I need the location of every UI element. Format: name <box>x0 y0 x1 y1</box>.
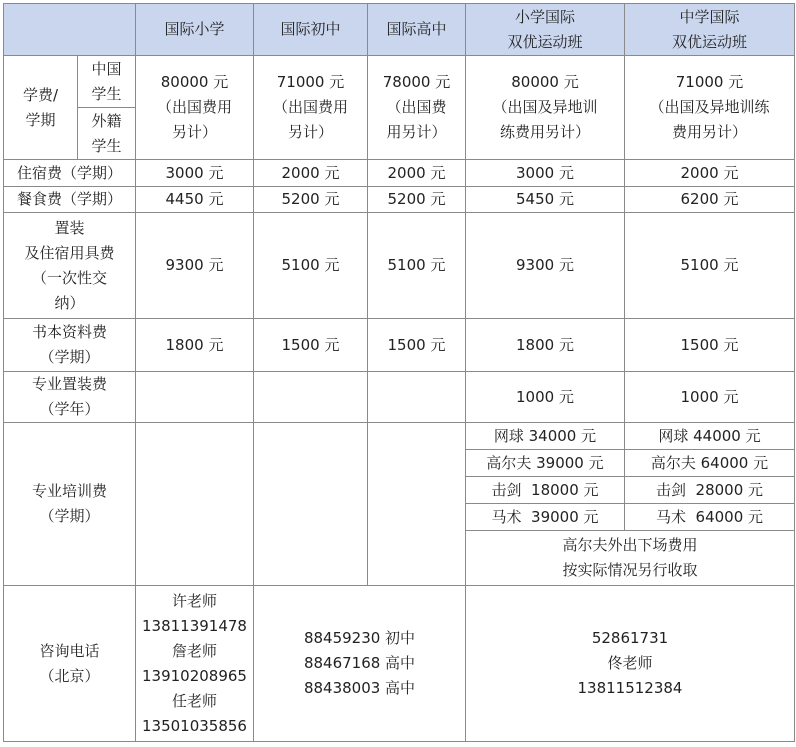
uniform-label: 置装 及住宿用具费 （一次性交 纳） <box>4 213 136 319</box>
header-primary-sport-class: 小学国际 双优运动班 <box>466 4 625 56</box>
pro-uniform-value: 1000 元 <box>625 372 795 423</box>
tuition-sport-primary: 80000 元 （出国及异地训 练费用另计） <box>466 56 625 160</box>
tuition-primary: 80000 元 （出国费用 另计） <box>136 56 254 160</box>
uniform-value: 9300 元 <box>466 213 625 319</box>
boarding-value: 2000 元 <box>368 160 466 187</box>
uniform-value: 9300 元 <box>136 213 254 319</box>
contact-middle-high: 88459230 初中 88467168 高中 88438003 高中 <box>254 586 466 742</box>
uniform-value: 5100 元 <box>368 213 466 319</box>
training-item-middle: 击剑 28000 元 <box>625 477 795 504</box>
books-value: 1800 元 <box>136 319 254 372</box>
pro-uniform-empty <box>136 372 254 423</box>
uniform-row <box>4 213 795 319</box>
meals-value: 4450 元 <box>136 187 254 213</box>
boarding-row <box>4 160 795 187</box>
header-corner <box>4 4 136 56</box>
uniform-value: 5100 元 <box>254 213 368 319</box>
books-value: 1800 元 <box>466 319 625 372</box>
training-empty <box>254 423 368 586</box>
training-item-primary: 马术 39000 元 <box>466 504 625 531</box>
pro-uniform-label: 专业置装费 （学年） <box>4 372 136 423</box>
training-item-primary: 击剑 18000 元 <box>466 477 625 504</box>
header-international-junior: 国际初中 <box>254 4 368 56</box>
books-value: 1500 元 <box>254 319 368 372</box>
header-international-primary: 国际小学 <box>136 4 254 56</box>
books-value: 1500 元 <box>625 319 795 372</box>
pro-uniform-row <box>4 372 795 423</box>
header-international-senior: 国际高中 <box>368 4 466 56</box>
boarding-value: 2000 元 <box>625 160 795 187</box>
golf-note: 高尔夫外出下场费用 按实际情况另行收取 <box>466 531 795 586</box>
pro-uniform-empty <box>254 372 368 423</box>
training-item-primary: 高尔夫 39000 元 <box>466 450 625 477</box>
header-row <box>4 4 795 56</box>
contact-primary: 许老师 13811391478 詹老师 13910208965 任老师 13501035856 <box>136 586 254 742</box>
books-label: 书本资料费 （学期） <box>4 319 136 372</box>
chinese-student-label: 中国 学生 <box>78 56 136 108</box>
meals-label: 餐食费（学期） <box>4 187 136 213</box>
uniform-value: 5100 元 <box>625 213 795 319</box>
contact-label: 咨询电话 （北京） <box>4 586 136 742</box>
books-value: 1500 元 <box>368 319 466 372</box>
meals-value: 6200 元 <box>625 187 795 213</box>
tuition-label: 学费/ 学期 <box>4 56 78 160</box>
tuition-senior: 78000 元 （出国费 用另计） <box>368 56 466 160</box>
meals-row <box>4 187 795 213</box>
training-item-middle: 马术 64000 元 <box>625 504 795 531</box>
foreign-student-label: 外籍 学生 <box>78 108 136 160</box>
tuition-sport-middle: 71000 元 （出国及异地训练 费用另计） <box>625 56 795 160</box>
meals-value: 5450 元 <box>466 187 625 213</box>
training-label: 专业培训费 （学期） <box>4 423 136 586</box>
meals-value: 5200 元 <box>254 187 368 213</box>
meals-value: 5200 元 <box>368 187 466 213</box>
fee-table <box>3 3 795 742</box>
tuition-junior: 71000 元 （出国费用 另计） <box>254 56 368 160</box>
boarding-label: 住宿费（学期） <box>4 160 136 187</box>
training-empty <box>368 423 466 586</box>
boarding-value: 3000 元 <box>136 160 254 187</box>
training-item-middle: 高尔夫 64000 元 <box>625 450 795 477</box>
training-item-primary: 网球 34000 元 <box>466 423 625 450</box>
training-empty <box>136 423 254 586</box>
boarding-value: 2000 元 <box>254 160 368 187</box>
pro-uniform-value: 1000 元 <box>466 372 625 423</box>
pro-uniform-empty <box>368 372 466 423</box>
training-row <box>4 423 795 450</box>
boarding-value: 3000 元 <box>466 160 625 187</box>
contact-row <box>4 586 795 742</box>
tuition-row-chinese <box>4 56 795 108</box>
training-item-middle: 网球 44000 元 <box>625 423 795 450</box>
contact-sport: 52861731 佟老师 13811512384 <box>466 586 795 742</box>
header-middle-sport-class: 中学国际 双优运动班 <box>625 4 795 56</box>
books-row <box>4 319 795 372</box>
